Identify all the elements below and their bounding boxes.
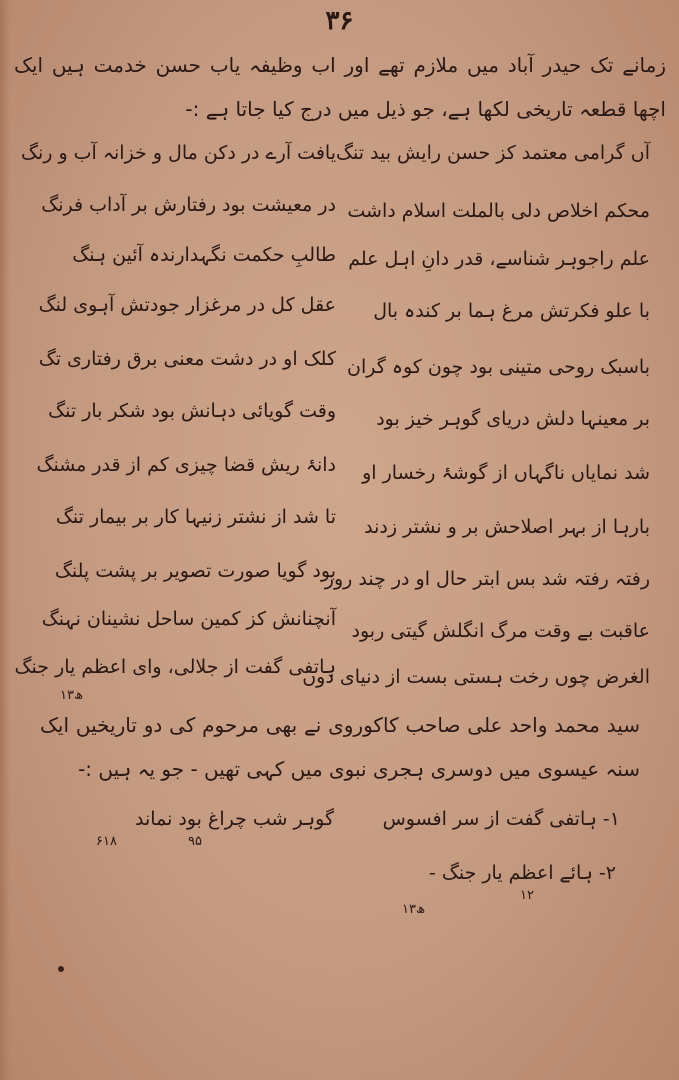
verse-right: الغرض چوں رخت ہستی بست از دنیای دوں xyxy=(302,666,650,688)
verse-left: ہاتفی گفت از جلالی، وای اعظم یار جنگ xyxy=(14,656,336,678)
verse-right: بر معینہا دلش دریای گوہر خیز بود xyxy=(376,408,650,430)
page-shadow-edge xyxy=(0,0,10,1080)
chronogram-number: ۶۱۸ xyxy=(96,834,117,849)
verse-right: علم راجوہر شناسے، قدر دانِ اہل علم xyxy=(348,248,650,270)
chronogram-2: ۲- ہائے اعظم یار جنگ - xyxy=(428,862,616,884)
verse-right: رفتہ رفتہ شد بس ابتر حال او در چند روز xyxy=(324,568,650,590)
verse-left: بود گویا صورت تصویر بر پشت پلنگ xyxy=(54,560,336,582)
intro-line-2: اچھا قطعہ تاریخی لکھا ہے، جو ذیل میں درج کیا جاتا ہے :- xyxy=(185,97,666,121)
followup-line-2: سنہ عیسوی میں دوسری ہجری نبوی میں کہی تھیں - جو یہ ہیں :- xyxy=(78,757,640,781)
verse-left: کلک او در دشت معنی برق رفتاری تگ xyxy=(38,348,336,370)
chronogram-number: ۱۲ xyxy=(520,888,534,903)
page-number: ۳۶ xyxy=(325,6,354,36)
verse-right: عاقبت بے وقت مرگ انگلش گیتی ربود xyxy=(351,620,650,642)
intro-line-1: زمانے تک حیدر آباد میں ملازم تھے اور اب وظیفہ یاب حسن خدمت ہیں ایک xyxy=(14,53,666,77)
chronogram-number: ۹۵ xyxy=(188,834,202,849)
verse-left: عقل کل در مرغزار جودتش آہوی لنگ xyxy=(38,294,336,316)
verse-left: در معیشت بود رفتارش بر آداب فرنگ xyxy=(41,194,336,216)
verse-right: با علو فکرتش مرغ ہما بر کندہ بال xyxy=(373,300,650,322)
verse-left: طالبِ حکمت نگہدارندہ آئین ہنگ xyxy=(72,244,336,266)
chronogram-1: ۱- ہاتفی گفت از سر افسوس xyxy=(382,808,620,830)
verse-right: شد نمایاں ناگہاں از گوشۂ رخسار او xyxy=(362,462,650,484)
verse-left: یافت آرے در دکن مال و خزانہ آب و رنگ xyxy=(20,142,336,164)
verse-right: بارہا از بہر اصلاحش بر و نشتر زدند xyxy=(364,516,650,538)
chronogram-number: ۱۳ھ xyxy=(402,902,426,917)
verse-left: وقت گویائی دہانش بود شکر بار تنگ xyxy=(48,400,336,422)
poem-year-mark: ۱۳ھ xyxy=(60,688,84,703)
verse-right: باسبک روحی متینی بود چون کوہ گران xyxy=(347,356,650,378)
verse-left: تا شد از نشتر زنیہا کار بر بیمار تنگ xyxy=(55,506,336,528)
verse-right: آں گرامی معتمد کز حسن رایش بید تنگ xyxy=(335,142,650,164)
verse-right: محکم اخلاص دلی بالملت اسلام داشت xyxy=(347,200,650,222)
chronogram-1-second-half: گوہر شب چراغ بود نماند xyxy=(135,808,334,830)
verse-left: دانۂ ریش قضا چیزی کم از قدر مشنگ xyxy=(36,454,336,476)
verse-left: آنچنانش کز کمین ساحل نشینان نہنگ xyxy=(41,608,336,630)
followup-line-1: سید محمد واحد علی صاحب کاکوروی نے بھی مرحوم کی دو تاریخیں ایک xyxy=(40,713,640,737)
ink-dot xyxy=(58,966,64,972)
